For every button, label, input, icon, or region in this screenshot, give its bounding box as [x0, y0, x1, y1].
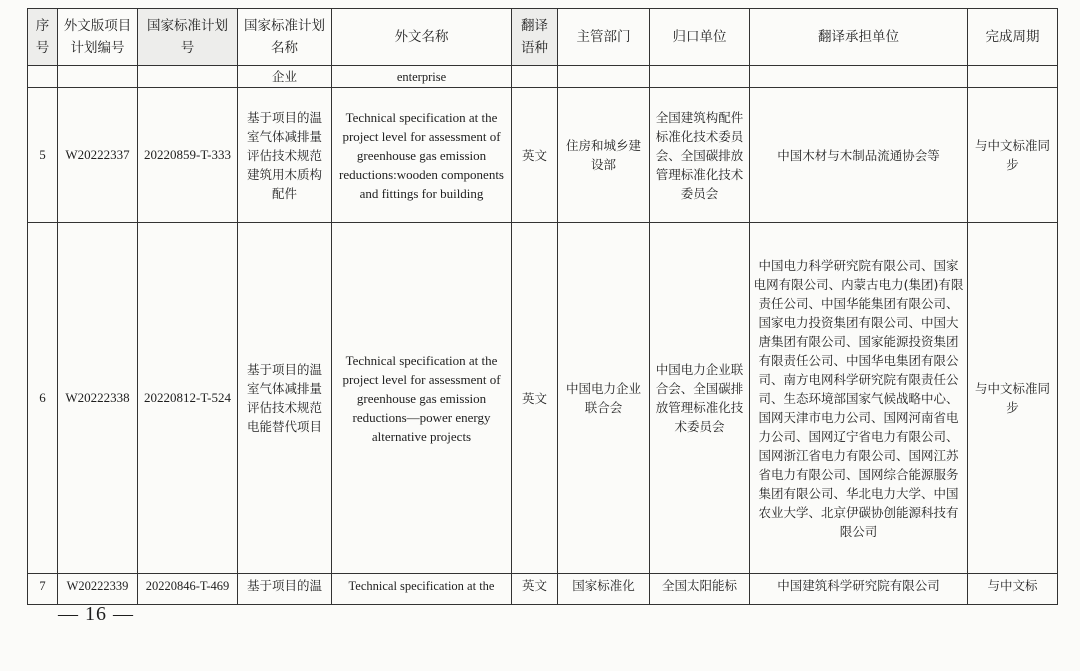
cell-foreign-plan-no: W20222338	[58, 223, 138, 574]
cell-period: 与中文标	[968, 574, 1058, 605]
cell-foreign-plan-no: W20222337	[58, 88, 138, 223]
table-header-row	[28, 9, 1058, 66]
header-language: 翻译语种	[512, 9, 558, 66]
cell-foreign-name: Technical specification at the project level for assessment of greenhouse gas emission reductions:wooden components and fittings for building	[332, 88, 512, 223]
cell-responsible-unit: 全国太阳能标	[650, 574, 750, 605]
cell-translator: 中国木材与木制品流通协会等	[750, 88, 968, 223]
cell-national-plan-no: 20220812-T-524	[138, 223, 238, 574]
cell-responsible-unit: 中国电力企业联合会、全国碳排放管理标准化技术委员会	[650, 223, 750, 574]
cell-responsible-unit: 全国建筑构配件标准化技术委员会、全国碳排放管理标准化技术委员会	[650, 88, 750, 223]
standards-plan-table	[27, 8, 1058, 605]
header-national-plan-no: 国家标准计划号	[138, 9, 238, 66]
cell-authority: 住房和城乡建设部	[558, 88, 650, 223]
cell-authority: 中国电力企业联合会	[558, 223, 650, 574]
cell-language: 英文	[512, 223, 558, 574]
cell-foreign-plan-no: W20222339	[58, 574, 138, 605]
cell-translator: 中国建筑科学研究院有限公司	[750, 574, 968, 605]
cell-national-plan-no: 20220846-T-469	[138, 574, 238, 605]
cell-seq: 5	[28, 88, 58, 223]
table-row	[28, 223, 1058, 574]
cell-period: 与中文标准同步	[968, 223, 1058, 574]
header-period: 完成周期	[968, 9, 1058, 66]
table-row	[28, 574, 1058, 605]
table-row-continuation	[28, 66, 1058, 88]
header-national-name: 国家标准计划名称	[238, 9, 332, 66]
page-number: — 16 —	[58, 603, 134, 625]
cell-language: 英文	[512, 88, 558, 223]
header-translator: 翻译承担单位	[750, 9, 968, 66]
header-seq: 序号	[28, 9, 58, 66]
cell-seq: 7	[28, 574, 58, 605]
table-row	[28, 88, 1058, 223]
cell-authority: 国家标准化	[558, 574, 650, 605]
cell-foreign-name: Technical specification at the project level for assessment of greenhouse gas emission reductions—power energy alternative projects	[332, 223, 512, 574]
cell-national-plan-no: 20220859-T-333	[138, 88, 238, 223]
cell-foreign-name: enterprise	[332, 66, 512, 88]
cell-national-name: 企业	[238, 66, 332, 88]
header-foreign-plan-no: 外文版项目计划编号	[58, 9, 138, 66]
header-authority: 主管部门	[558, 9, 650, 66]
cell-translator: 中国电力科学研究院有限公司、国家电网有限公司、内蒙古电力(集团)有限责任公司、中国华能集团有限公司、国家电力投资集团有限公司、中国大唐集团有限公司、国家能源投资集团有限责任公司、中国华电集团有限公司、南方电网科学研究院有限责任公司、生态环境部国家气候战略中心、国网天津市电力公司、国网河南省电力公司、国网辽宁省电力有限公司、国网浙江省电力有限公司、国网江苏省电力有限公司、国网综合能源服务集团有限公司、华北电力大学、中国农业大学、北京伊碳协创能源科技有限公司	[750, 223, 968, 574]
cell-national-name: 基于项目的温室气体减排量评估技术规范建筑用木质构配件	[238, 88, 332, 223]
header-responsible-unit: 归口单位	[650, 9, 750, 66]
cell-period: 与中文标准同步	[968, 88, 1058, 223]
cell-language: 英文	[512, 574, 558, 605]
header-foreign-name: 外文名称	[332, 9, 512, 66]
cell-national-name: 基于项目的温	[238, 574, 332, 605]
cell-seq: 6	[28, 223, 58, 574]
cell-foreign-name: Technical specification at the	[332, 574, 512, 605]
cell-national-name: 基于项目的温室气体减排量评估技术规范电能替代项目	[238, 223, 332, 574]
